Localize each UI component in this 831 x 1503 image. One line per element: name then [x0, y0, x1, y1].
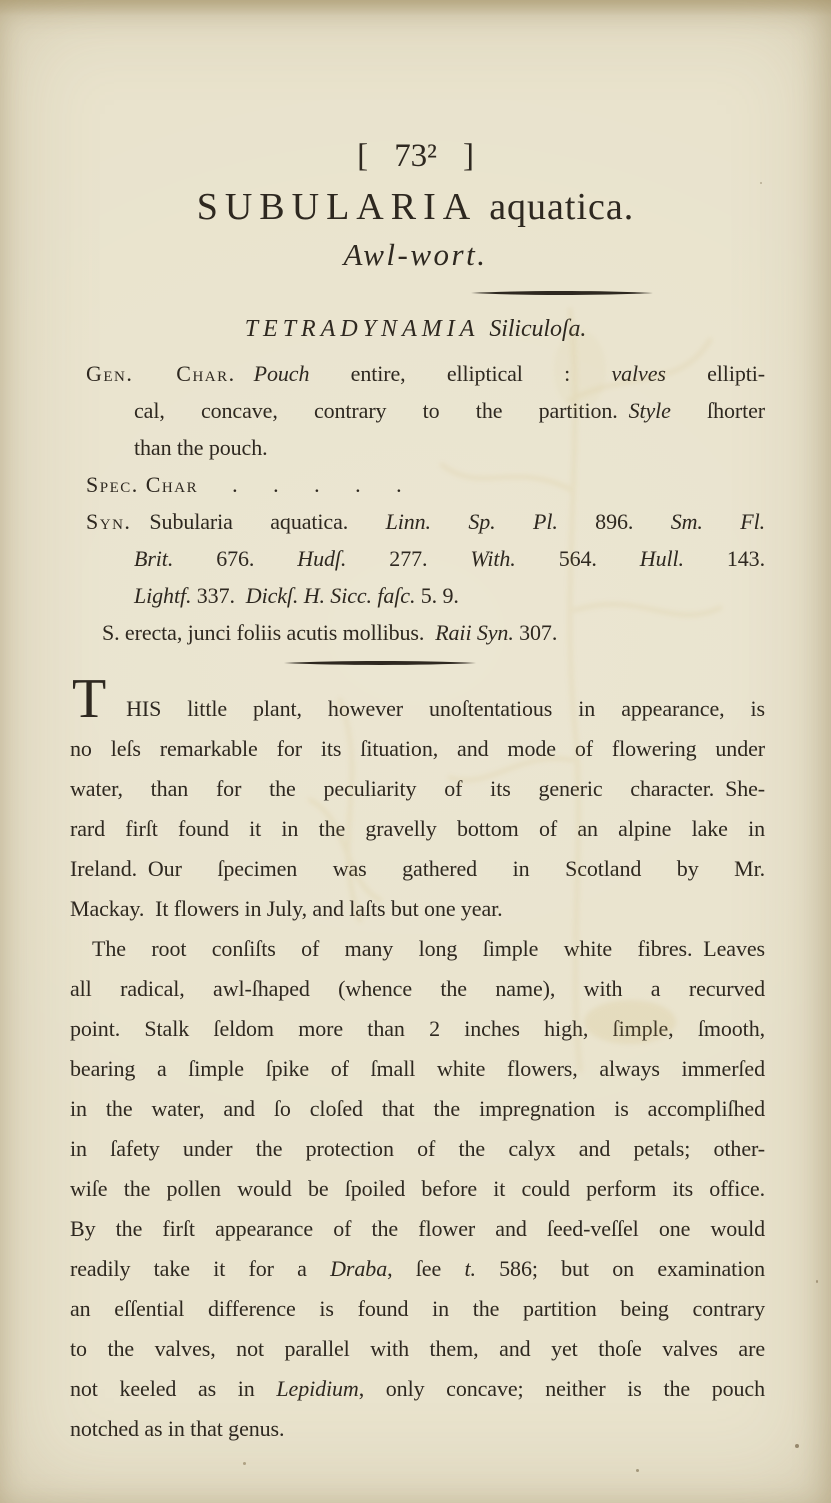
text-line	[70, 668, 765, 730]
paragraph-2-lines	[70, 929, 765, 1449]
text-line: readily take it for a Draba, ſee t. 586; but on examination	[70, 1256, 766, 1281]
text-line: than the pouch.	[134, 435, 268, 460]
body-text	[70, 668, 766, 1449]
text-block	[70, 355, 765, 1449]
text-line: By the firſt appearance of the flower and ſeed-veſſel one would	[70, 1216, 765, 1241]
reference-block	[70, 355, 765, 651]
synonymy-line	[86, 503, 765, 540]
species-title	[0, 185, 831, 229]
text-line: Ireland. Our ſpecimen was gathered in Scotland by Mr.	[70, 856, 765, 881]
text-line: Lightf. 337. Dickſ. H. Sicc. faſc. 5. 9.	[134, 583, 459, 608]
swelled-rule-glyph	[282, 660, 478, 666]
classification-line	[0, 316, 831, 343]
swelled-rule	[282, 659, 765, 666]
spec-char-line	[86, 466, 765, 503]
text-line: cal, concave, contrary to the partition. Style ſhorter	[134, 398, 765, 423]
text-line: bearing a ſimple ſpike of ſmall white flowers, always immerſed	[70, 1056, 765, 1081]
swelled-rule	[292, 289, 831, 296]
paper-speck	[816, 1280, 818, 1283]
gen-char-line	[86, 355, 765, 392]
paper-speck	[636, 1469, 639, 1472]
swelled-rule-glyph	[469, 290, 655, 296]
spec-char-dots: . . . . .	[232, 472, 417, 497]
text-line: point. Stalk ſeldom more than 2 inches high, ſimple, ſmooth,	[70, 1016, 765, 1041]
paper-speck	[795, 1444, 799, 1448]
text-line: wiſe the pollen would be ſpoiled before it could perform its office.	[70, 1176, 765, 1201]
text-line: in ſafety under the protection of the calyx and petals; other-	[70, 1136, 765, 1161]
text-line: an eſſential difference is found in the partition being contrary	[70, 1296, 765, 1321]
genus-name: SUBULARIA	[196, 186, 478, 228]
page-number: [ 73² ]	[357, 138, 474, 174]
gen-char-continuation	[70, 392, 765, 466]
text-line: rard firſt found it in the gravelly bottom of an alpine lake in	[70, 816, 765, 841]
first-line-text: HIS little plant, however unoſtentatious in appearance, is	[126, 696, 765, 721]
gen-char-text: Pouch entire, elliptical : valves ellipti-	[253, 361, 765, 386]
linnaean-class: TETRADYNAMIA	[244, 316, 480, 342]
gen-char-label: Gen. Char.	[86, 361, 236, 386]
species-diagnosis: S. erecta, junci foliis acutis mollibus. Raii Syn. 307.	[102, 620, 558, 645]
text-line: The root conſiſts of many long ſimple white fibres. Leaves	[92, 936, 765, 961]
initial-capital: T	[72, 668, 107, 730]
text-line: not keeled as in Lepidium, only concave; neither is the pouch	[70, 1376, 765, 1401]
syn-continuation	[70, 540, 765, 614]
spec-char-label: Spec. Char	[86, 472, 199, 497]
text-line: to the valves, not parallel with them, and yet thoſe valves are	[70, 1336, 765, 1361]
text-line: in the water, and ſo cloſed that the impregnation is accompliſhed	[70, 1096, 765, 1121]
common-name: Awl-wort.	[343, 237, 488, 272]
syn-text: Subularia aquatica. Linn. Sp. Pl. 896. Sm. Fl.	[149, 509, 765, 534]
syn-label: Syn.	[86, 509, 132, 534]
paper-speck	[243, 1462, 246, 1465]
page-header	[0, 0, 831, 343]
text-line: all radical, awl-ſhaped (whence the name), with a recurved	[70, 976, 765, 1001]
text-line: no leſs remarkable for its ſituation, and mode of flowering under	[70, 736, 765, 761]
text-line: Brit. 676. Hudſ. 277. With. 564. Hull. 143.	[134, 546, 765, 571]
text-line: water, than for the peculiarity of its generic character. She-	[70, 776, 765, 801]
species-epithet: aquatica.	[489, 186, 635, 228]
linnaean-order: Siliculoſa.	[489, 316, 587, 342]
text-line: Mackay. It flowers in July, and laſts but one year.	[70, 896, 503, 921]
text-line: notched as in that genus.	[70, 1416, 285, 1441]
paragraph-1-lines	[70, 729, 765, 929]
